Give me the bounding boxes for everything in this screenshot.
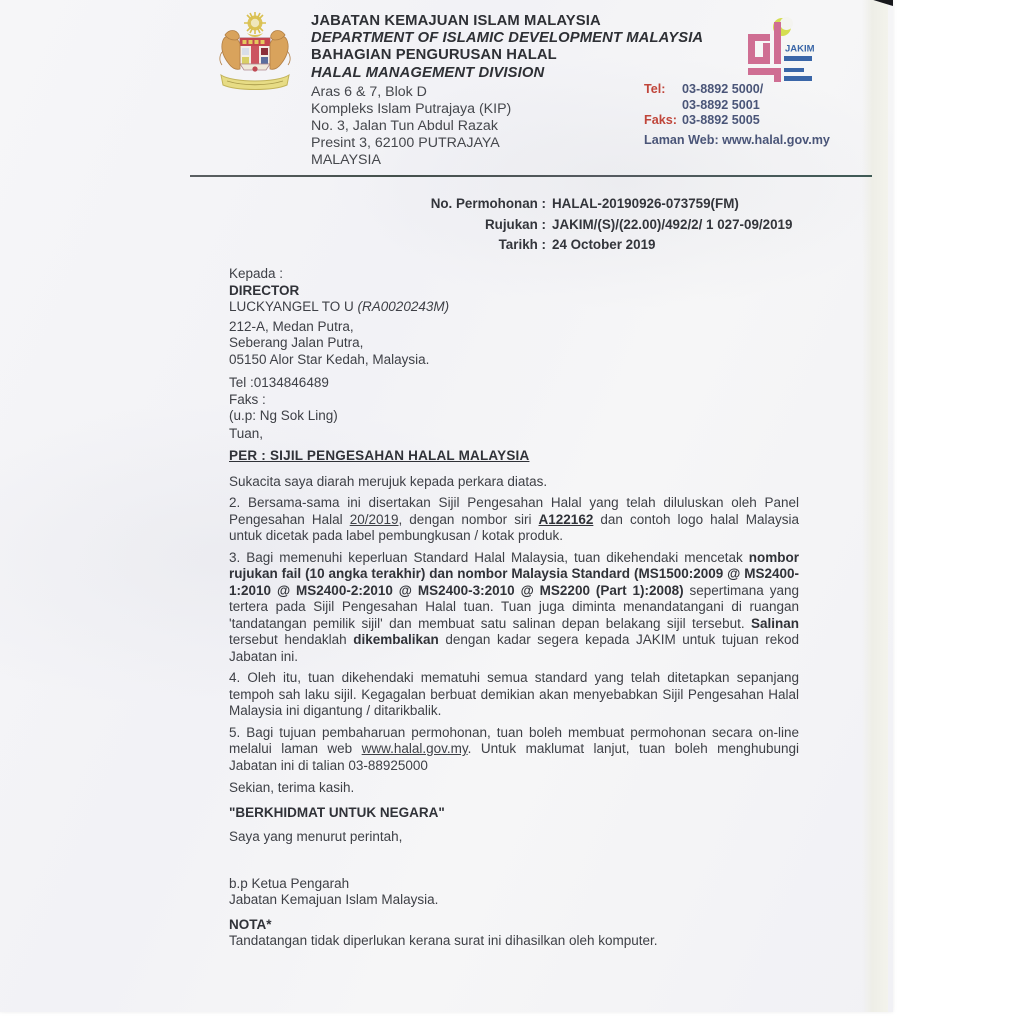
para2-text: , dengan nombor siri [398, 511, 539, 527]
tel-value-2: 03-8892 5001 [682, 97, 760, 112]
jakim-logo [740, 16, 816, 88]
nota-block [229, 917, 799, 950]
salutation: Tuan, [229, 425, 264, 441]
tel-label: Tel: [644, 82, 666, 96]
contact-block [644, 82, 830, 148]
para3-bold: Salinan [750, 615, 799, 631]
recipient-company-line [229, 299, 799, 316]
org-name-english: DEPARTMENT OF ISLAMIC DEVELOPMENT MALAYSIA [311, 30, 704, 47]
panel-session-number: 20/2019 [349, 511, 399, 527]
website-line: Laman Web: www.halal.gov.my [644, 132, 830, 147]
recipient-faks: Faks : [229, 391, 266, 407]
paragraph-3 [229, 550, 799, 666]
kepada-label: Kepada : [229, 266, 284, 281]
reference-block [420, 194, 792, 256]
recipient-tel: Tel :0134846489 [229, 375, 329, 390]
address-line: No. 3, Jalan Tun Abdul Razak [311, 117, 498, 134]
motto-line: "BERKHIDMAT UNTUK NEGARA" [229, 804, 445, 820]
recipient-address [229, 319, 799, 369]
date-value: 24 October 2019 [552, 237, 656, 253]
order-line: Saya yang menurut perintah, [229, 829, 403, 844]
crest-shield [240, 38, 270, 72]
crest-ribbon [221, 75, 289, 90]
para3-text: 3. Bagi memenuhi keperluan Standard Halal Malaysia, tuan dikehendaki mencetak [229, 549, 749, 565]
malaysia-coat-of-arms [213, 11, 297, 97]
recipient-company: LUCKYANGEL TO U [229, 299, 358, 314]
para5-text: . Untuk maklumat lanjut, tuan boleh menghubungi Jabatan ini di talian 03-88925000 [229, 741, 799, 773]
para3-bold: dikembalikan [353, 632, 439, 647]
application-no-label: No. Permohonan : [430, 196, 546, 211]
closing-line: Sekian, terima kasih. [229, 780, 355, 795]
jakim-logo-text: JAKIM [785, 43, 815, 55]
signature-block [229, 876, 799, 909]
paragraph-5 [229, 725, 799, 775]
crest-star-crescent [244, 12, 266, 37]
para3-text: tersebut hendaklah [229, 632, 354, 647]
recipient-company-reg: (RA0020243M) [357, 299, 450, 314]
nota-text: Tandatangan tidak diperlukan kerana surat ini dihasilkan oleh komputer. [229, 933, 658, 948]
signature-line-2: Jabatan Kemajuan Islam Malaysia. [229, 892, 439, 907]
reference-no-label: Rujukan : [484, 216, 546, 232]
para5-text: 5. Bagi tujuan pembaharuan permohonan, tuan boleh membuat permohonan secara on-line melalui laman web [229, 724, 799, 756]
recipient-address-line: 05150 Alor Star Kedah, Malaysia. [229, 351, 430, 367]
standards-list: nombor rujukan fail (10 angka terakhir) dan nombor Malaysia Standard (MS1500:2009 @ MS2400-1:2010 @ MS2400-2:2010 @ MS2400-3:2010 @ MS2200 (Part 1):2008) [229, 549, 799, 598]
recipient-title: DIRECTOR [229, 282, 300, 298]
halal-website-link: www.halal.gov.my [361, 741, 468, 756]
address-line: MALAYSIA [311, 151, 381, 168]
application-no-value: HALAL-20190926-073759(FM) [552, 196, 739, 211]
paragraph-1: Sukacita saya diarah merujuk kepada perkara diatas. [229, 473, 548, 489]
subject-line: PER : SIJIL PENGESAHAN HALAL MALAYSIA [229, 448, 530, 463]
division-malay: BAHAGIAN PENGURUSAN HALAL [311, 47, 557, 64]
letter-body [229, 266, 799, 950]
paragraph-4: 4. Oleh itu, tuan dikehendaki mematuhi semua standard yang telah ditetapkan sepanjang tempoh sah laku sijil. Kegagalan berbuat demikian akan menyebabkan Sijil Pengesahan Halal Malaysia ini digantung / ditarikbalik. [229, 670, 799, 718]
faks-value: 03-8892 5005 [682, 113, 760, 128]
faks-label: Faks: [644, 113, 677, 128]
para3-text: sepertimana yang tertera pada Sijil Pengesahan Halal tuan. Tuan juga diminta menandatangani di ruangan 'tandatangan pemilik sijil' dan membuat satu salinan depan belakang sijil tersebut. [229, 582, 799, 631]
header-divider [190, 175, 872, 177]
para2-text: 2. Bersama-sama ini disertakan Sijil Pengesahan Halal yang telah diluluskan oleh Panel Pengesahan Halal [229, 495, 799, 527]
org-name-malay: JABATAN KEMAJUAN ISLAM MALAYSIA [311, 13, 601, 29]
address-line: Presint 3, 62100 PUTRAJAYA [311, 134, 500, 151]
paragraph-2 [229, 495, 799, 545]
signature-line-1: b.p Ketua Pengarah [229, 875, 350, 891]
address-line: Aras 6 & 7, Blok D [311, 83, 427, 100]
recipient-contact [229, 375, 799, 425]
para3-text: dengan kadar segera kepada JAKIM untuk tujuan rekod Jabatan ini. [229, 632, 799, 664]
recipient-attention: (u.p: Ng Sok Ling) [229, 408, 338, 423]
reference-no-value: JAKIM/(S)/(22.00)/492/2/ 1 027-09/2019 [552, 216, 793, 232]
address-line: Kompleks Islam Putrajaya (KIP) [311, 100, 512, 117]
tel-value-1: 03-8892 5000/ [682, 82, 764, 96]
recipient-address-line: Seberang Jalan Putra, [229, 335, 364, 350]
recipient-block [229, 266, 799, 316]
recipient-address-line: 212-A, Medan Putra, [229, 318, 354, 334]
division-english: HALAL MANAGEMENT DIVISION [311, 64, 545, 81]
page-edge-shadow [862, 0, 888, 1012]
para2-text: dan contoh logo halal Malaysia untuk dicetak pada label pembungkusan / kotak produk. [229, 511, 799, 543]
date-label: Tarikh : [498, 237, 546, 253]
certificate-serial-number: A122162 [538, 511, 594, 527]
nota-title: NOTA* [229, 916, 272, 932]
